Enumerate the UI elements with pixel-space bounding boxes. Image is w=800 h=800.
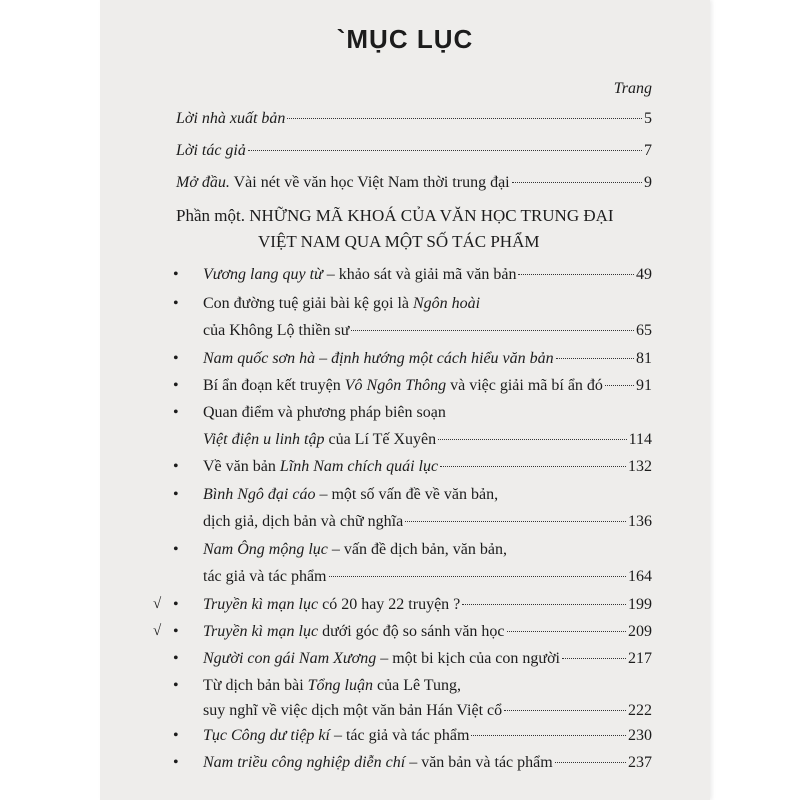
book-page — [100, 0, 710, 800]
toc-entry[interactable]: Việt điện u linh tập của Lí Tế Xuyên 114 — [203, 431, 652, 448]
toc-entry[interactable]: Truyền kì mạn lục có 20 hay 22 truyện ? 199 — [203, 596, 652, 613]
toc-entry[interactable]: Về văn bản Lĩnh Nam chích quái lục 132 — [203, 458, 652, 475]
bullet: • — [173, 458, 179, 475]
toc-entry-line1: Bình Ngô đại cáo – một số vấn đề về văn bản, — [203, 486, 499, 503]
bullet: • — [173, 623, 179, 640]
check-mark-icon: √ — [153, 623, 162, 639]
toc-entry[interactable]: tác giả và tác phẩm 164 — [203, 568, 652, 585]
toc-entry[interactable]: Nam triều công nghiệp diễn chí – văn bản và tác phẩm 237 — [203, 754, 652, 771]
toc-entry-line1: Từ dịch bản bài Tổng luận của Lê Tung, — [203, 677, 461, 694]
part-heading-line1: Phần một. NHỮNG MÃ KHOÁ CỦA VĂN HỌC TRUNG ĐẠI — [176, 206, 614, 225]
toc-entry-line1: Nam Ông mộng lục – vấn đề dịch bản, văn bản, — [203, 541, 507, 558]
bullet: • — [173, 727, 179, 744]
page-title: `MỤC LỤC — [336, 24, 474, 54]
bullet: • — [173, 404, 179, 421]
toc-entry[interactable]: suy nghĩ về việc dịch một văn bản Hán Việt cổ 222 — [203, 702, 652, 719]
bullet: • — [173, 295, 179, 312]
bullet: • — [173, 596, 179, 613]
bullet: • — [173, 650, 179, 667]
toc-entry[interactable]: Tục Công dư tiệp kí – tác giả và tác phẩm 230 — [203, 727, 652, 744]
toc-entry[interactable]: Truyền kì mạn lục dưới góc độ so sánh văn học 209 — [203, 623, 652, 640]
toc-entry-introduction[interactable]: Mở đầu. Vài nét về văn học Việt Nam thời trung đại 9 — [176, 174, 652, 191]
toc-entry[interactable]: của Không Lộ thiền sư 65 — [203, 322, 652, 339]
toc-entry-line1: Con đường tuệ giải bài kệ gọi là Ngôn hoài — [203, 295, 481, 312]
bullet: • — [173, 377, 179, 394]
bullet: • — [173, 350, 179, 367]
part-heading-line2: VIỆT NAM QUA MỘT SỐ TÁC PHẨM — [258, 232, 540, 251]
bullet: • — [173, 266, 179, 283]
bullet: • — [173, 677, 179, 694]
bullet: • — [173, 541, 179, 558]
toc-entry[interactable]: Nam quốc sơn hà – định hướng một cách hiểu văn bản 81 — [203, 350, 652, 367]
toc-entry-author-note[interactable]: Lời tác giả 7 — [176, 142, 652, 159]
toc-entry[interactable]: Bí ẩn đoạn kết truyện Vô Ngôn Thông và việc giải mã bí ẩn đó 91 — [203, 377, 652, 394]
page-column-label: Trang — [613, 80, 652, 97]
toc-entry[interactable]: Vương lang quy từ – khảo sát và giải mã văn bản 49 — [203, 266, 652, 283]
check-mark-icon: √ — [153, 596, 162, 612]
bullet: • — [173, 486, 179, 503]
toc-entry[interactable]: dịch giả, dịch bản và chữ nghĩa 136 — [203, 513, 652, 530]
toc-entry[interactable]: Người con gái Nam Xương – một bi kịch của con người 217 — [203, 650, 652, 667]
toc-entry-line1: Quan điểm và phương pháp biên soạn — [203, 404, 446, 421]
bullet: • — [173, 754, 179, 771]
toc-entry-publisher-note[interactable]: Lời nhà xuất bản 5 — [176, 110, 652, 127]
